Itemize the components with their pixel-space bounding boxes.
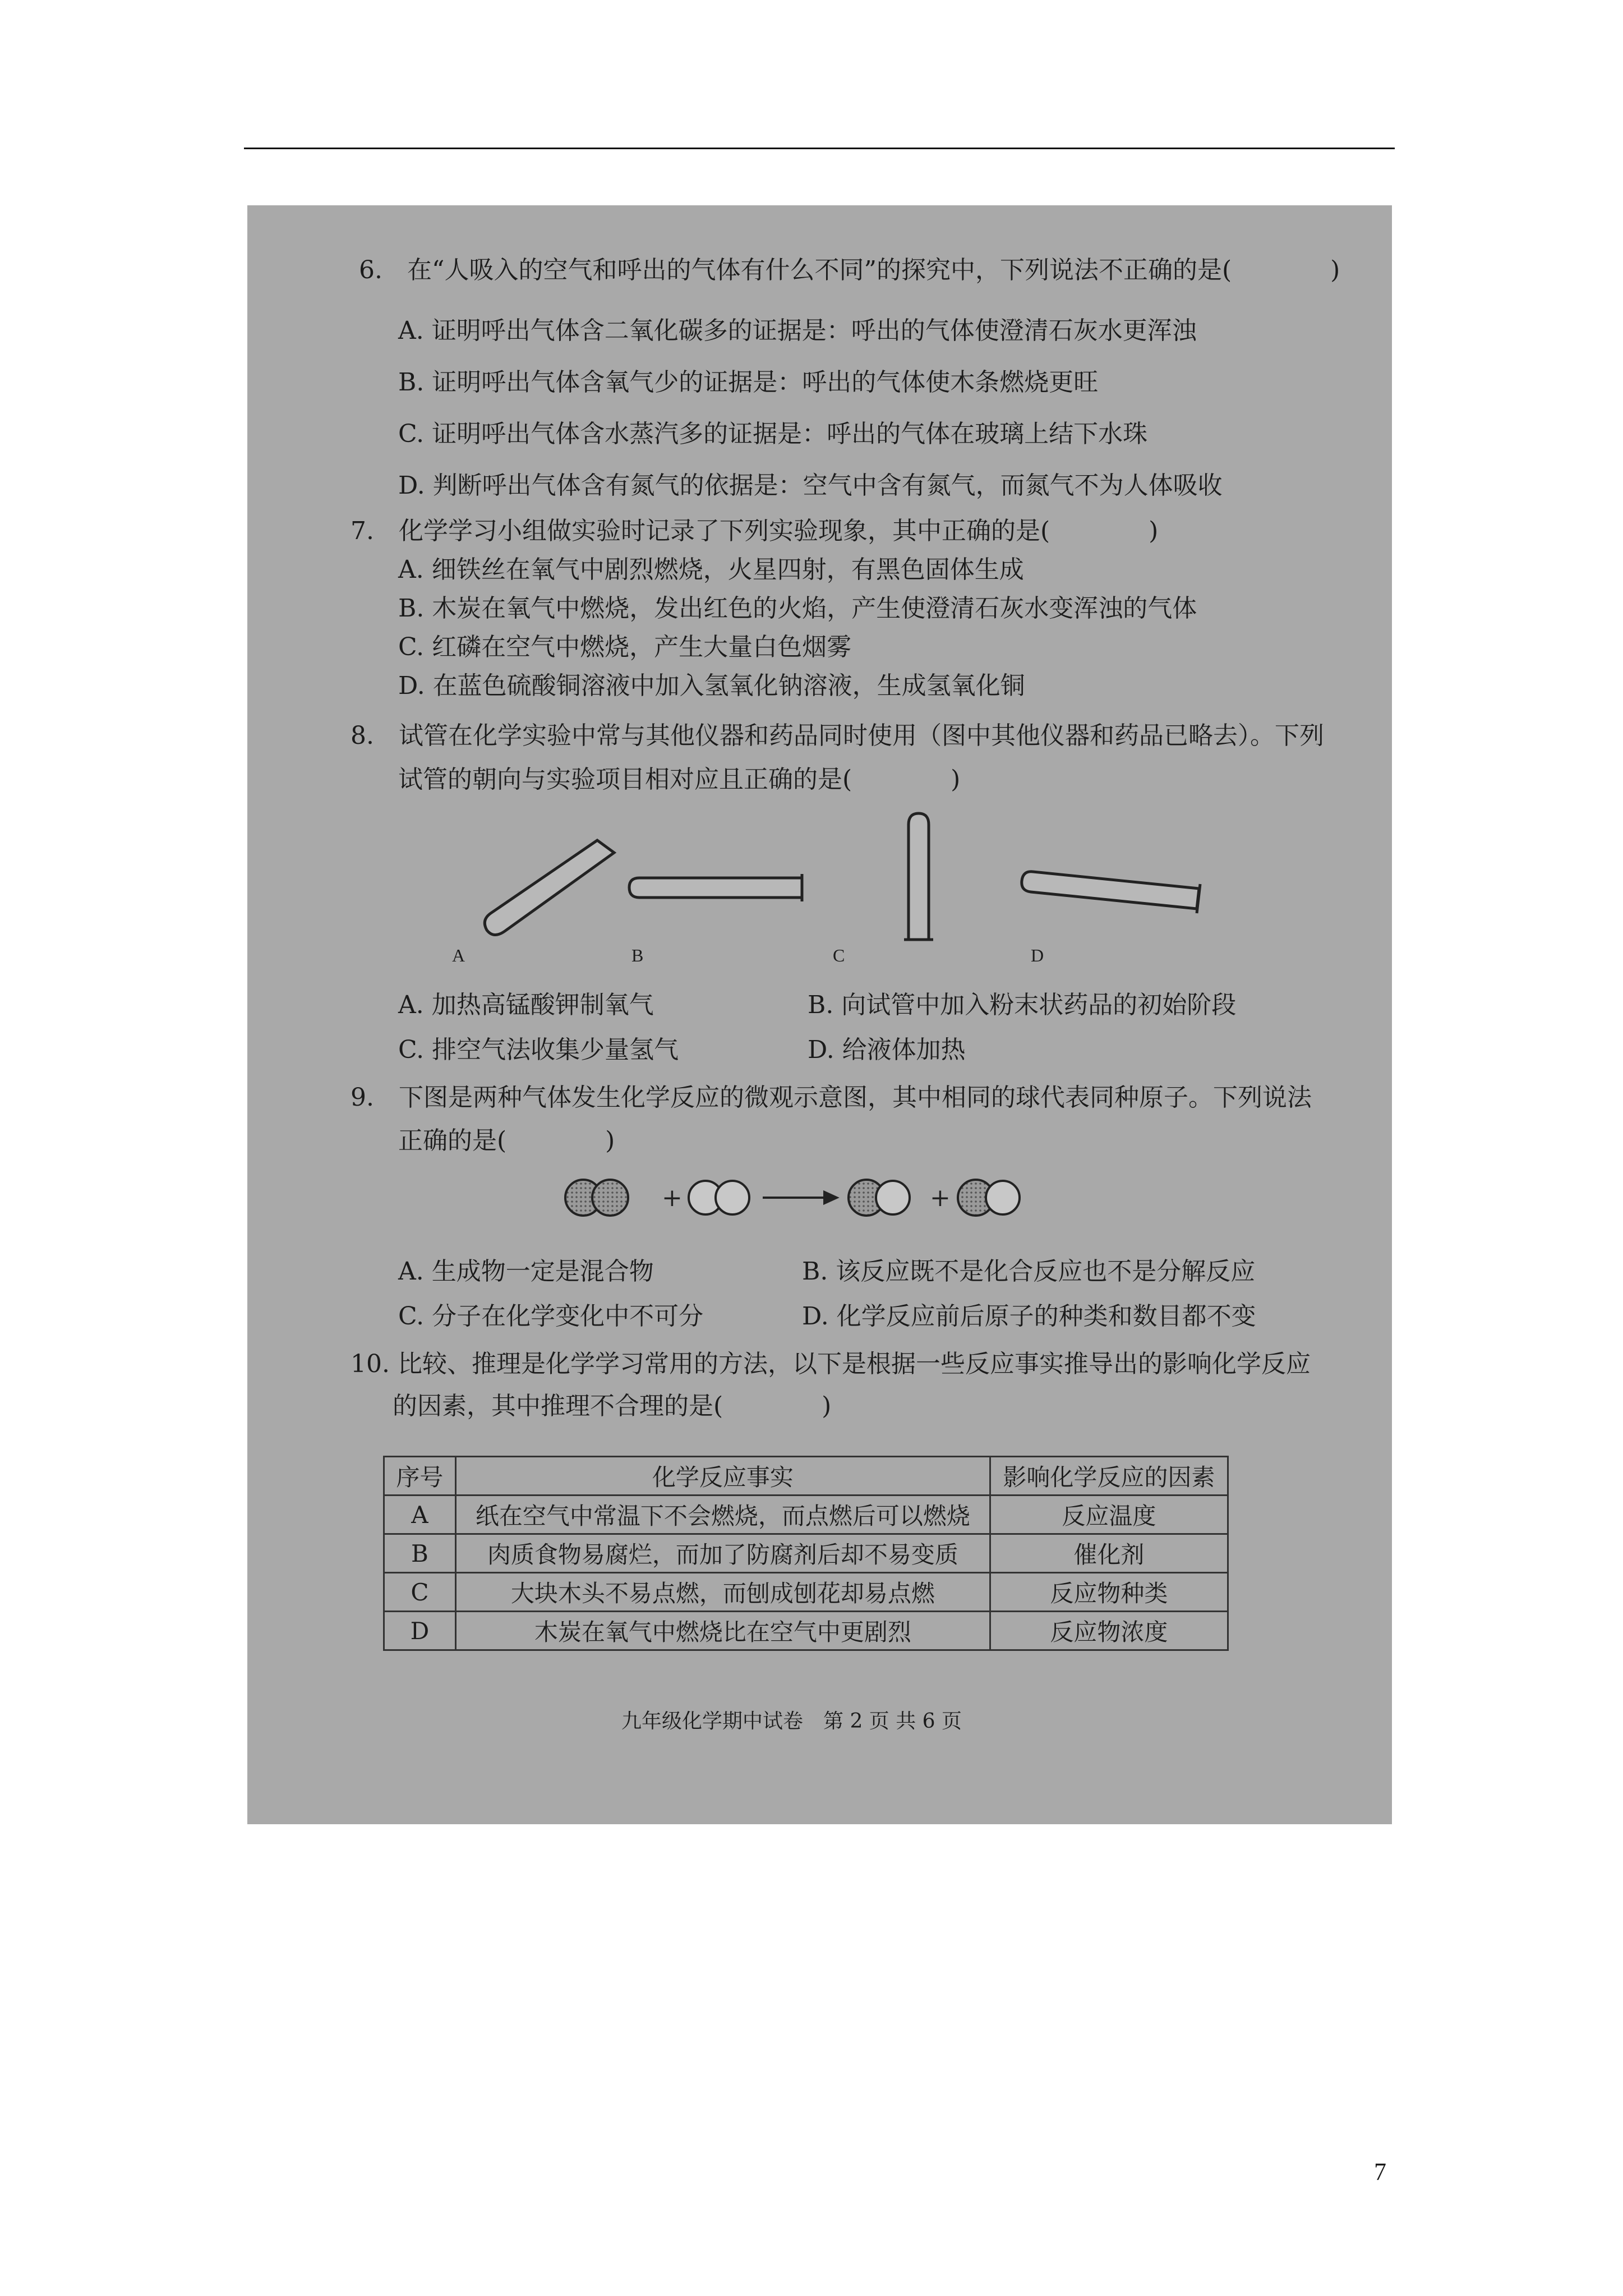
q10-stem-line2: 的因素，其中推理不合理的是( ) xyxy=(393,1392,832,1420)
table-row xyxy=(384,1496,1228,1534)
test-tube-a xyxy=(485,840,614,935)
q9-option-a: A. 生成物一定是混合物 xyxy=(398,1257,654,1286)
cell-index: C xyxy=(384,1573,456,1612)
test-tube-d xyxy=(1022,872,1200,913)
q6-stem: 6. 在“人吸入的空气和呼出的气体有什么不同”的探究中，下列说法不正确的是( ) xyxy=(359,256,1340,284)
molecule-white-white xyxy=(689,1181,749,1214)
test-tube-b xyxy=(629,874,802,901)
table-row xyxy=(384,1612,1228,1650)
reaction-diagram xyxy=(561,1172,1066,1223)
q8-option-b: B. 向试管中加入粉末状药品的初始阶段 xyxy=(808,991,1237,1019)
q9-stem-line1: 9. 下图是两种气体发生化学反应的微观示意图，其中相同的球代表同种原子。下列说法 xyxy=(351,1083,1312,1112)
q9-stem-line2: 正确的是( ) xyxy=(398,1126,615,1155)
reaction-factors-table xyxy=(383,1456,1229,1651)
cell-fact: 木炭在氧气中燃烧比在空气中更剧烈 xyxy=(455,1612,990,1650)
table-header-row xyxy=(384,1457,1228,1496)
test-tubes-figure xyxy=(449,813,1234,959)
header-factor: 影响化学反应的因素 xyxy=(990,1457,1228,1496)
header-fact: 化学反应事实 xyxy=(455,1457,990,1496)
plus-sign: + xyxy=(930,1184,951,1212)
q7-stem: 7. 化学学习小组做实验时记录了下列实验现象，其中正确的是( ) xyxy=(351,517,1159,545)
q9-option-b: B. 该反应既不是化合反应也不是分解反应 xyxy=(802,1257,1256,1286)
cell-index: A xyxy=(384,1496,456,1534)
q6-option-b: B. 证明呼出气体含氧气少的证据是：呼出的气体使木条燃烧更旺 xyxy=(398,368,1099,397)
q7-option-d: D. 在蓝色硫酸铜溶液中加入氢氧化钠溶液，生成氢氧化铜 xyxy=(398,671,1025,700)
figure-label-c: C xyxy=(833,945,845,965)
reaction-arrow xyxy=(763,1192,837,1203)
exam-footer: 九年级化学期中试卷 第 2 页 共 6 页 xyxy=(621,1710,962,1733)
cell-fact: 纸在空气中常温下不会燃烧，而点燃后可以燃烧 xyxy=(455,1496,990,1534)
q9-option-c: C. 分子在化学变化中不可分 xyxy=(398,1302,704,1331)
cell-factor: 反应物浓度 xyxy=(990,1612,1228,1650)
q8-option-a: A. 加热高锰酸钾制氧气 xyxy=(398,991,654,1019)
cell-fact: 肉质食物易腐烂，而加了防腐剂后却不易变质 xyxy=(455,1534,990,1573)
q8-stem-line1: 8. 试管在化学实验中常与其他仪器和药品同时使用（图中其他仪器和药品已略去）。下列 xyxy=(351,721,1324,750)
test-tube-c xyxy=(904,813,933,940)
q10-stem-line1: 10. 比较、推理是化学学习常用的方法，以下是根据一些反应事实推导出的影响化学反应 xyxy=(351,1350,1311,1378)
q8-stem-line2: 试管的朝向与实验项目相对应且正确的是( ) xyxy=(398,765,961,794)
q7-option-a: A. 细铁丝在氧气中剧烈燃烧，火星四射，有黑色固体生成 xyxy=(398,555,1024,584)
q7-option-c: C. 红磷在空气中燃烧，产生大量白色烟雾 xyxy=(398,633,852,661)
q6-option-c: C. 证明呼出气体含水蒸汽多的证据是：呼出的气体在玻璃上结下水珠 xyxy=(398,420,1148,448)
page-number: 7 xyxy=(1374,2158,1386,2185)
figure-label-b: B xyxy=(631,945,644,965)
cell-factor: 催化剂 xyxy=(990,1534,1228,1573)
cell-factor: 反应温度 xyxy=(990,1496,1228,1534)
cell-fact: 大块木头不易点燃，而刨成刨花却易点燃 xyxy=(455,1573,990,1612)
q8-option-d: D. 给液体加热 xyxy=(808,1036,966,1064)
header-rule xyxy=(244,148,1395,149)
q7-option-b: B. 木炭在氧气中燃烧，发出红色的火焰，产生使澄清石灰水变浑浊的气体 xyxy=(398,594,1197,623)
header-index: 序号 xyxy=(384,1457,456,1496)
molecule-shaded-shaded xyxy=(565,1180,628,1216)
table-row xyxy=(384,1534,1228,1573)
molecule-shaded-white-1 xyxy=(849,1180,910,1216)
cell-index: D xyxy=(384,1612,456,1650)
q9-option-d: D. 化学反应前后原子的种类和数目都不变 xyxy=(802,1302,1256,1331)
q6-option-a: A. 证明呼出气体含二氧化碳多的证据是：呼出的气体使澄清石灰水更浑浊 xyxy=(398,316,1197,345)
figure-label-a: A xyxy=(452,945,465,965)
molecule-shaded-white-2 xyxy=(958,1180,1020,1216)
figure-label-d: D xyxy=(1031,945,1044,965)
cell-factor: 反应物种类 xyxy=(990,1573,1228,1612)
cell-index: B xyxy=(384,1534,456,1573)
q6-option-d: D. 判断呼出气体含有氮气的依据是：空气中含有氮气，而氮气不为人体吸收 xyxy=(398,471,1223,500)
plus-sign: + xyxy=(662,1184,683,1212)
q8-option-c: C. 排空气法收集少量氢气 xyxy=(398,1036,679,1064)
table-row xyxy=(384,1573,1228,1612)
